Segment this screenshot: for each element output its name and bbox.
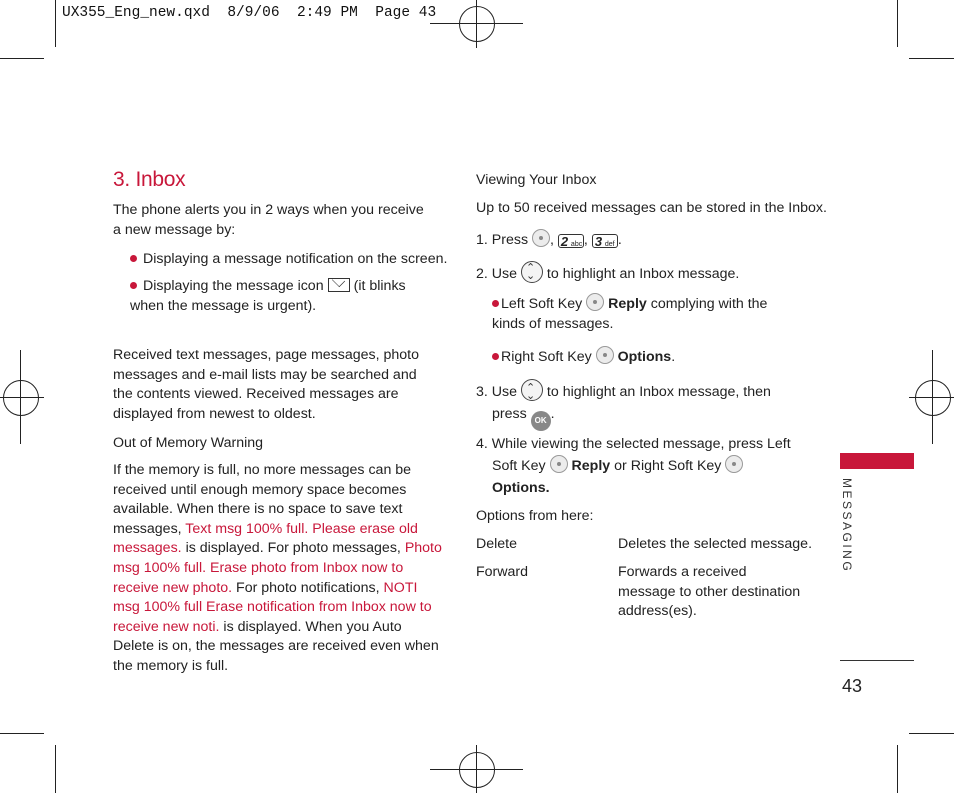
options-heading: Options from here: [476,508,594,524]
step-2: 2. Use ⌃ ⌄ to highlight an Inbox message. [476,261,739,285]
key-2-icon: 2 abc [558,234,584,248]
option-delete-description: Deletes the selected message. [618,536,813,552]
bullet-dot [492,353,499,360]
crop-mark [55,745,56,793]
page-number: 43 [842,676,863,696]
option-forward-label: Forward [476,564,529,580]
menu-key-icon [532,229,550,247]
navigation-key-icon [521,379,543,401]
search-paragraph: Received text messages, page messages, photo messages and e-mail lists may be searched and the contents viewed. Received messages are displayed from newest to oldest. [113,347,419,422]
intro-paragraph: The phone alerts you in 2 ways when you receive a new message by: [113,202,424,238]
warning-text-msg: Text msg 100% full. Please erase old messages. [113,520,418,557]
left-soft-key-icon [586,293,604,311]
crop-mark [897,0,898,47]
crop-mark [0,58,44,59]
step-1: 1. Press , 2 abc , 3 def . [476,229,622,251]
page-number-rule [840,660,914,661]
right-soft-key-icon [596,346,614,364]
section-tab [840,453,914,469]
bullet-right-soft-key: Right Soft Key Options. [492,346,675,367]
crop-mark [909,58,954,59]
bullet-icon: Displaying the message icon (it blinks when the message is urgent). [130,278,406,314]
crop-mark [55,0,56,47]
right-soft-key-icon [725,455,743,473]
warning-noti-msg: NOTI msg 100% full Erase notification from Inbox now to receive new noti. [113,579,432,635]
step-3: 3. Use ⌃ ⌄ to highlight an Inbox message, then press OK . [476,379,771,431]
navigation-key-icon [521,261,543,283]
print-slug: UX355_Eng_new.qxd 8/9/06 2:49 PM Page 43 [62,5,437,21]
out-of-memory-heading: Out of Memory Warning [113,435,264,451]
page-title: 3. Inbox [113,168,186,191]
crop-mark [909,733,954,734]
key-3-icon: 3 def [592,234,618,248]
warning-photo-msg: Photo msg 100% full. Erase photo from Inbox now to receive new photo. [113,540,442,596]
envelope-icon [328,278,350,292]
bullet-dot [492,300,499,307]
option-delete-label: Delete [476,536,518,552]
bullet-dot [130,282,137,289]
ok-key-icon: OK [531,411,551,431]
option-forward-description: Forwards a received message to other destination address(es). [618,564,801,620]
storage-note: Up to 50 received messages can be stored in the Inbox. [476,200,827,216]
viewing-inbox-heading: Viewing Your Inbox [476,172,597,188]
bullet-notification: Displaying a message notification on the screen. [130,249,450,269]
left-soft-key-icon [550,455,568,473]
section-label: MESSAGING [840,478,854,574]
crop-mark [897,745,898,793]
bullet-left-soft-key: Left Soft Key Reply complying with the kinds of messages. [492,293,792,334]
out-of-memory-paragraph: If the memory is full, no more messages can be received until enough memory space becomes available. When there is no space to save text messages, Text msg 100% full. Please erase old messages. is displayed. For photo messages, Photo msg 100% full. Erase photo from Inbox now to receive new photo. For photo notifications, NOTI msg 100% full Erase notification from Inbox now to receive new noti. is displayed. When you Auto Delete is on, the messages are received even when the memory is full. [113,462,442,674]
crop-mark [0,733,44,734]
step-4: 4. While viewing the selected message, press Left Soft Key Reply or Right Soft Key Options. [476,436,791,496]
bullet-dot [130,255,137,262]
